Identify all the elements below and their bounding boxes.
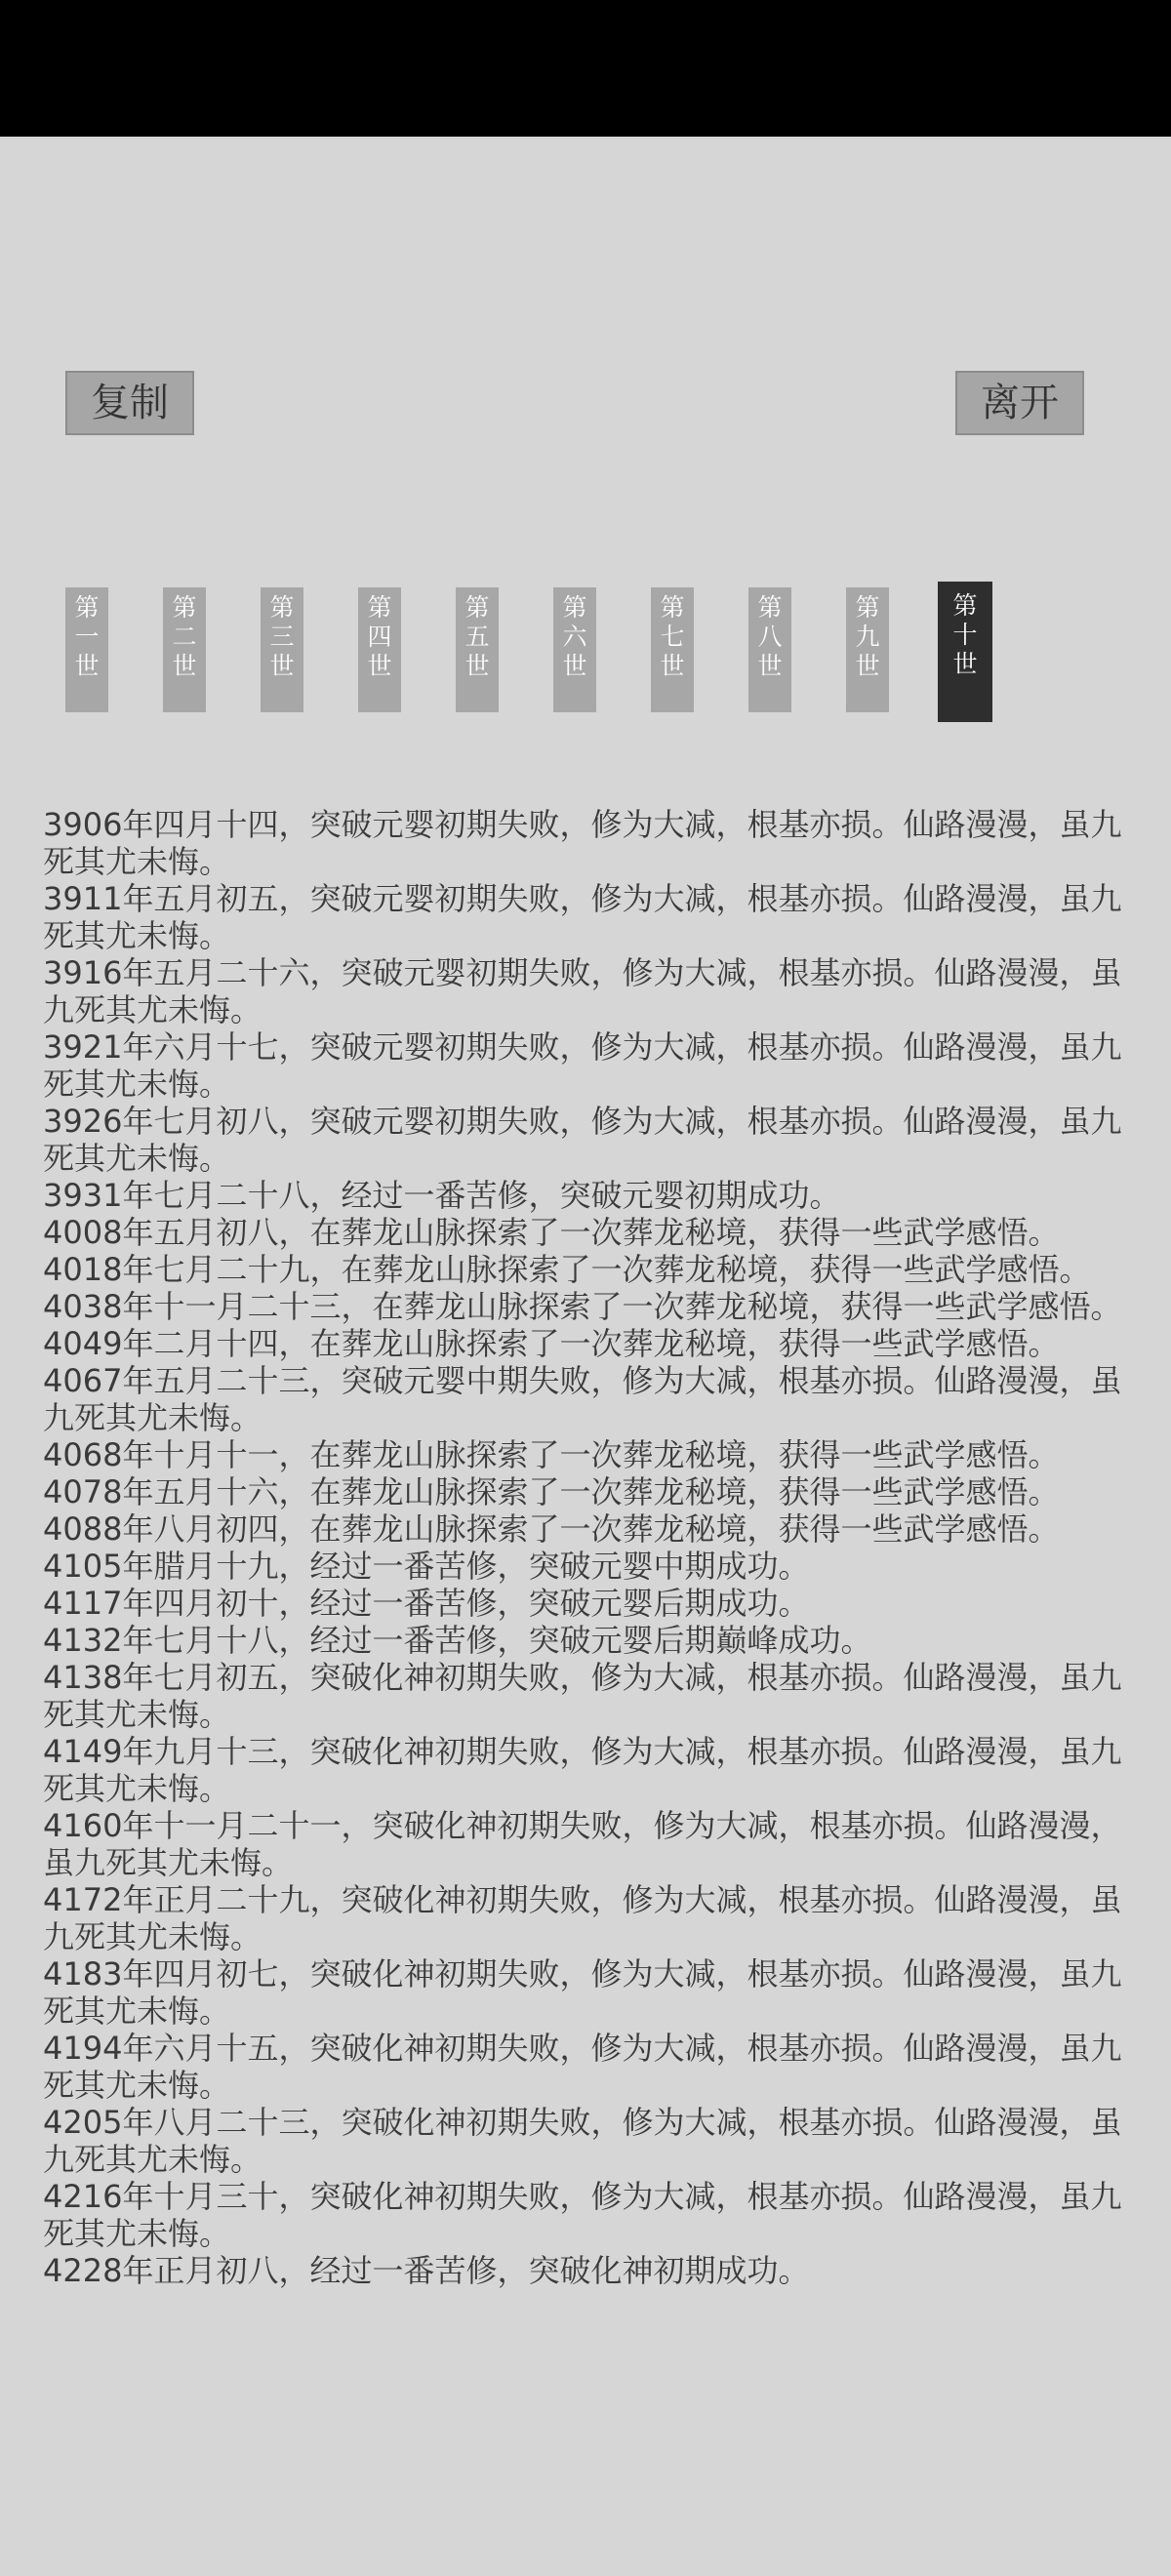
log-entry: 4205年八月二十三，突破化神初期失败，修为大减，根基亦损。仙路漫漫，虽九死其尤未悔。 xyxy=(43,2104,1122,2178)
tab-char: 世 xyxy=(855,652,880,680)
log-entry: 4038年十一月二十三，在葬龙山脉探索了一次葬龙秘境，获得一些武学感悟。 xyxy=(43,1288,1122,1325)
log-entry: 4117年四月初十，经过一番苦修，突破元婴后期成功。 xyxy=(43,1585,810,1622)
tab-char: 十 xyxy=(952,621,978,649)
log-entry: 4228年正月初八，经过一番苦修，突破化神初期成功。 xyxy=(43,2252,810,2289)
tab-generation-10[interactable] xyxy=(938,582,992,722)
tab-char: 八 xyxy=(757,623,783,651)
log-entry: 4068年十月十一，在葬龙山脉探索了一次葬龙秘境，获得一些武学感悟。 xyxy=(43,1436,1060,1473)
log-entry: 4172年正月二十九，突破化神初期失败，修为大减，根基亦损。仙路漫漫，虽九死其尤未悔。 xyxy=(43,1881,1122,1955)
log-entry: 3911年五月初五，突破元婴初期失败，修为大减，根基亦损。仙路漫漫，虽九死其尤未悔。 xyxy=(43,880,1122,954)
tab-char: 世 xyxy=(562,652,587,680)
tab-char: 三 xyxy=(269,623,295,651)
tab-generation-4[interactable] xyxy=(358,587,401,712)
tab-char: 第 xyxy=(660,593,685,622)
tab-char: 世 xyxy=(464,652,490,680)
log-entry: 4088年八月初四，在葬龙山脉探索了一次葬龙秘境，获得一些武学感悟。 xyxy=(43,1510,1060,1548)
log-entry: 4132年七月十八，经过一番苦修，突破元婴后期巅峰成功。 xyxy=(43,1622,872,1659)
log-entry: 4149年九月十三，突破化神初期失败，修为大减，根基亦损。仙路漫漫，虽九死其尤未悔。 xyxy=(43,1733,1122,1807)
tab-char: 九 xyxy=(855,623,880,651)
tab-char: 六 xyxy=(562,623,587,651)
tab-char: 七 xyxy=(660,623,685,651)
tab-char: 二 xyxy=(172,623,197,651)
log-entry: 4018年七月二十九，在葬龙山脉探索了一次葬龙秘境，获得一些武学感悟。 xyxy=(43,1251,1091,1288)
tab-char: 世 xyxy=(757,652,783,680)
tab-char: 五 xyxy=(464,623,490,651)
log-entry: 4160年十一月二十一，突破化神初期失败，修为大减，根基亦损。仙路漫漫，虽九死其尤未悔。 xyxy=(43,1807,1122,1881)
log-entry: 4049年二月十四，在葬龙山脉探索了一次葬龙秘境，获得一些武学感悟。 xyxy=(43,1325,1060,1362)
tab-char: 第 xyxy=(562,593,587,622)
log-entry: 3926年七月初八，突破元婴初期失败，修为大减，根基亦损。仙路漫漫，虽九死其尤未悔。 xyxy=(43,1103,1122,1177)
tab-char: 世 xyxy=(952,650,978,678)
tab-generation-9[interactable] xyxy=(846,587,889,712)
tab-char: 第 xyxy=(269,593,295,622)
tab-char: 第 xyxy=(74,593,100,622)
tab-char: 一 xyxy=(74,623,100,651)
tab-char: 四 xyxy=(367,623,392,651)
tab-char: 第 xyxy=(367,593,392,622)
log-entry: 4194年六月十五，突破化神初期失败，修为大减，根基亦损。仙路漫漫，虽九死其尤未悔。 xyxy=(43,2030,1122,2104)
log-entry: 3921年六月十七，突破元婴初期失败，修为大减，根基亦损。仙路漫漫，虽九死其尤未悔。 xyxy=(43,1028,1122,1103)
log-entry: 3916年五月二十六，突破元婴初期失败，修为大减，根基亦损。仙路漫漫，虽九死其尤未悔。 xyxy=(43,954,1122,1028)
tab-char: 第 xyxy=(172,593,197,622)
log-entry: 4183年四月初七，突破化神初期失败，修为大减，根基亦损。仙路漫漫，虽九死其尤未悔。 xyxy=(43,1955,1122,2030)
tab-char: 世 xyxy=(269,652,295,680)
copy-button[interactable]: 复制 xyxy=(65,371,194,435)
event-log xyxy=(43,806,1136,2289)
tab-char: 世 xyxy=(74,652,100,680)
log-entry: 4216年十月三十，突破化神初期失败，修为大减，根基亦损。仙路漫漫，虽九死其尤未悔。 xyxy=(43,2178,1122,2252)
log-entry: 4105年腊月十九，经过一番苦修，突破元婴中期成功。 xyxy=(43,1548,810,1585)
status-bar xyxy=(0,0,1171,137)
log-entry: 4138年七月初五，突破化神初期失败，修为大减，根基亦损。仙路漫漫，虽九死其尤未悔。 xyxy=(43,1659,1122,1733)
tab-char: 第 xyxy=(855,593,880,622)
log-entry: 3931年七月二十八，经过一番苦修，突破元婴初期成功。 xyxy=(43,1177,841,1214)
log-entry: 4008年五月初八，在葬龙山脉探索了一次葬龙秘境，获得一些武学感悟。 xyxy=(43,1214,1060,1251)
generation-tabs xyxy=(0,582,1171,728)
tab-generation-6[interactable] xyxy=(553,587,596,712)
tab-generation-8[interactable] xyxy=(748,587,791,712)
tab-generation-2[interactable] xyxy=(163,587,206,712)
tab-generation-1[interactable] xyxy=(65,587,108,712)
tab-char: 第 xyxy=(952,591,978,620)
log-entry: 4067年五月二十三，突破元婴中期失败，修为大减，根基亦损。仙路漫漫，虽九死其尤未悔。 xyxy=(43,1362,1122,1436)
tab-char: 第 xyxy=(757,593,783,622)
tab-char: 世 xyxy=(367,652,392,680)
log-entry: 4078年五月十六，在葬龙山脉探索了一次葬龙秘境，获得一些武学感悟。 xyxy=(43,1473,1060,1510)
tab-generation-7[interactable] xyxy=(651,587,694,712)
tab-generation-5[interactable] xyxy=(456,587,499,712)
tab-char: 世 xyxy=(660,652,685,680)
leave-button[interactable]: 离开 xyxy=(955,371,1084,435)
log-entry: 3906年四月十四，突破元婴初期失败，修为大减，根基亦损。仙路漫漫，虽九死其尤未悔。 xyxy=(43,806,1122,880)
tab-char: 世 xyxy=(172,652,197,680)
tab-char: 第 xyxy=(464,593,490,622)
tab-generation-3[interactable] xyxy=(261,587,303,712)
